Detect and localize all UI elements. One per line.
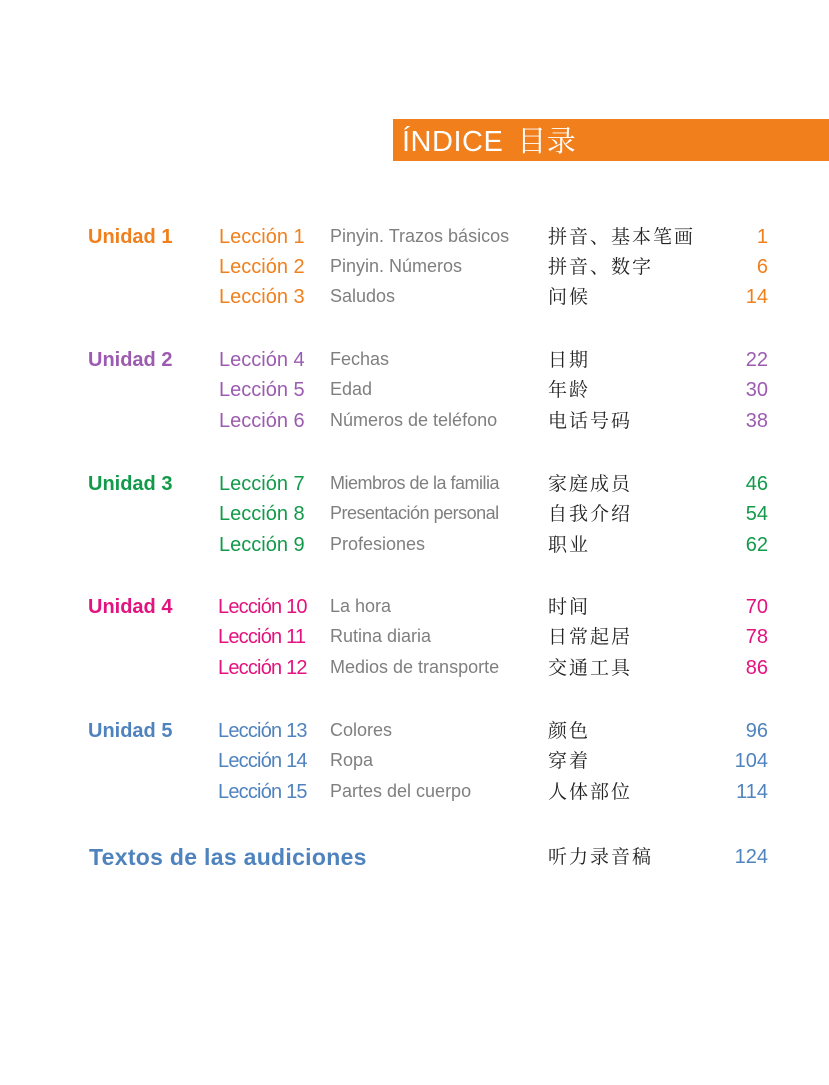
page-number: 62 (745, 534, 768, 556)
toc-row-lesson-1[interactable] (0, 226, 829, 250)
page-number: 114 (736, 781, 768, 803)
lesson-topic: Medios de transporte (330, 657, 500, 677)
lesson-number: Lección 10 (218, 596, 307, 618)
lesson-topic: Edad (330, 379, 373, 399)
lesson-title-zh: 电话号码 (548, 410, 633, 432)
lesson-title-zh: 职业 (548, 534, 591, 556)
lesson-title-zh: 年龄 (548, 379, 591, 401)
lesson-title-zh: 日常起居 (548, 626, 633, 648)
audio-texts-title-zh: 听力录音稿 (548, 846, 654, 868)
page-number: 38 (745, 410, 768, 432)
lesson-number: Lección 5 (219, 379, 305, 401)
page-number: 1 (756, 226, 768, 248)
lesson-topic: Números de teléfono (330, 410, 498, 430)
lesson-number: Lección 13 (218, 720, 307, 742)
unit-label: Unidad 1 (88, 226, 173, 248)
toc-row-lesson-13[interactable] (0, 720, 829, 744)
lesson-number: Lección 9 (219, 534, 305, 556)
page-title-es: ÍNDICE (402, 126, 504, 158)
lesson-topic: Presentación personal (330, 503, 499, 523)
lesson-topic: Pinyin. Trazos básicos (330, 226, 510, 246)
lesson-title-zh: 拼音、基本笔画 (548, 226, 696, 248)
page-number: 124 (734, 846, 768, 868)
lesson-title-zh: 家庭成员 (548, 473, 633, 495)
lesson-topic: Miembros de la familia (330, 473, 500, 493)
index-header-banner (393, 119, 829, 161)
page-number: 78 (745, 626, 768, 648)
toc-row-lesson-3[interactable] (0, 286, 829, 310)
page-number: 30 (745, 379, 768, 401)
lesson-topic: Profesiones (330, 534, 426, 554)
page-number: 70 (745, 596, 768, 618)
audio-texts-label: Textos de las audiciones (89, 844, 367, 870)
toc-row-lesson-8[interactable] (0, 503, 829, 527)
lesson-topic: Pinyin. Números (330, 256, 463, 276)
lesson-title-zh: 人体部位 (548, 781, 633, 803)
lesson-topic: Colores (330, 720, 393, 740)
unit-label: Unidad 2 (88, 349, 173, 371)
lesson-title-zh: 时间 (548, 596, 591, 618)
lesson-topic: Fechas (330, 349, 390, 369)
lesson-topic: Rutina diaria (330, 626, 432, 646)
lesson-number: Lección 15 (218, 781, 307, 803)
toc-row-lesson-10[interactable] (0, 596, 829, 620)
lesson-title-zh: 颜色 (548, 720, 591, 742)
unit-label: Unidad 5 (88, 720, 173, 742)
toc-row-lesson-9[interactable] (0, 534, 829, 558)
lesson-title-zh: 自我介绍 (548, 503, 633, 525)
lesson-number: Lección 12 (218, 657, 307, 679)
unit-label: Unidad 4 (88, 596, 173, 618)
lesson-topic: Ropa (330, 750, 374, 770)
page-number: 46 (745, 473, 768, 495)
page-number: 22 (745, 349, 768, 371)
lesson-title-zh: 问候 (548, 286, 591, 308)
lesson-title-zh: 交通工具 (548, 657, 633, 679)
lesson-number: Lección 11 (218, 626, 306, 648)
toc-row-lesson-12[interactable] (0, 657, 829, 681)
toc-row-lesson-15[interactable] (0, 781, 829, 805)
toc-row-audio-texts[interactable] (0, 844, 829, 872)
toc-row-lesson-14[interactable] (0, 750, 829, 774)
page-number: 96 (745, 720, 768, 742)
lesson-title-zh: 日期 (548, 349, 591, 371)
lesson-topic: La hora (330, 596, 392, 616)
lesson-number: Lección 8 (219, 503, 305, 525)
lesson-number: Lección 6 (219, 410, 305, 432)
toc-row-lesson-6[interactable] (0, 410, 829, 434)
page-number: 54 (745, 503, 768, 525)
unit-label: Unidad 3 (88, 473, 173, 495)
toc-row-lesson-5[interactable] (0, 379, 829, 403)
toc-row-lesson-4[interactable] (0, 349, 829, 373)
lesson-title-zh: 拼音、数字 (548, 256, 654, 278)
toc-row-lesson-2[interactable] (0, 256, 829, 280)
lesson-number: Lección 4 (219, 349, 305, 371)
lesson-number: Lección 3 (219, 286, 305, 308)
page-number: 104 (734, 750, 768, 772)
lesson-topic: Saludos (330, 286, 396, 306)
page-title-zh: 目录 (517, 124, 577, 158)
lesson-number: Lección 1 (219, 226, 305, 248)
lesson-topic: Partes del cuerpo (330, 781, 472, 801)
lesson-title-zh: 穿着 (548, 750, 591, 772)
lesson-number: Lección 7 (219, 473, 305, 495)
toc-row-lesson-7[interactable] (0, 473, 829, 497)
page-number: 6 (756, 256, 768, 278)
toc-row-lesson-11[interactable] (0, 626, 829, 650)
lesson-number: Lección 2 (219, 256, 305, 278)
lesson-number: Lección 14 (218, 750, 307, 772)
page-number: 86 (745, 657, 768, 679)
page-title (402, 119, 576, 161)
page-number: 14 (745, 286, 768, 308)
